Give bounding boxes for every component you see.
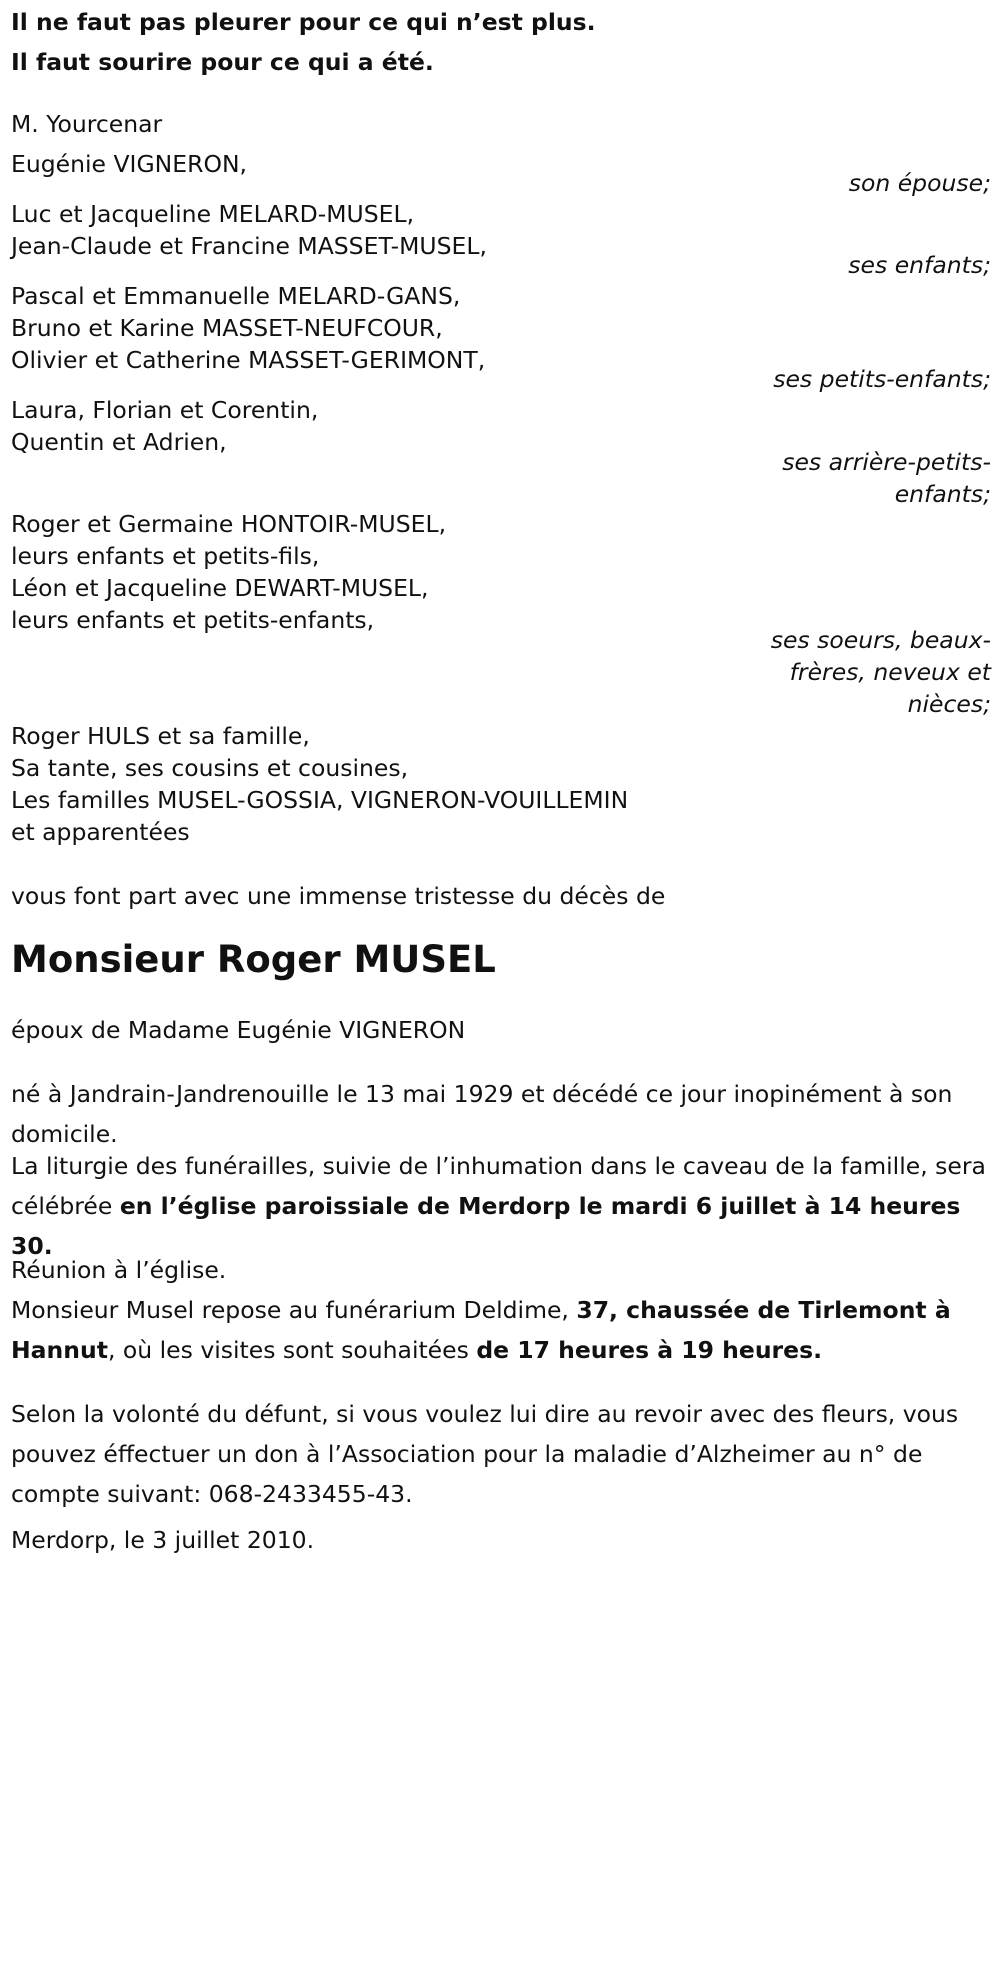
sibling-4: leurs enfants et petits-enfants,	[11, 606, 375, 634]
sibling-3: Léon et Jacqueline DEWART-MUSEL,	[11, 574, 429, 602]
grandchild-2: Bruno et Karine MASSET-NEUFCOUR,	[11, 314, 443, 342]
liturgy-paragraph	[11, 1146, 991, 1266]
visitation-hours: de 17 heures à 19 heures.	[476, 1336, 822, 1364]
great-grandchildren-role-line-1: ses arrière-petits-	[782, 448, 991, 476]
other-relative-3: Les familles MUSEL-GOSSIA, VIGNERON-VOUILLEMIN	[11, 786, 629, 814]
great-grandchildren-role-line-2: enfants;	[894, 480, 991, 508]
siblings-role-line-3: nièces;	[907, 690, 991, 718]
grandchildren-role: ses petits-enfants;	[773, 365, 991, 393]
sibling-2: leurs enfants et petits-fils,	[11, 542, 320, 570]
reunion-text: Réunion à l’église.	[11, 1256, 227, 1284]
other-relative-4: et apparentées	[11, 818, 190, 846]
visitation-paragraph	[11, 1290, 991, 1370]
place-date: Merdorp, le 3 juillet 2010.	[11, 1526, 315, 1554]
child-2: Jean-Claude et Francine MASSET-MUSEL,	[11, 232, 487, 260]
visitation-text-2: , où les visites sont souhaitées	[107, 1336, 477, 1364]
great-grandchild-2: Quentin et Adrien,	[11, 428, 227, 456]
quote-line-1: Il ne faut pas pleurer pour ce qui n’est plus.	[11, 8, 596, 36]
quote-author: M. Yourcenar	[11, 110, 163, 138]
siblings-role-line-1: ses soeurs, beaux-	[770, 626, 991, 654]
grandchild-3: Olivier et Catherine MASSET-GERIMONT,	[11, 346, 486, 374]
child-1: Luc et Jacqueline MELARD-MUSEL,	[11, 200, 415, 228]
children-role: ses enfants;	[848, 251, 991, 279]
siblings-role-line-2: frères, neveux et	[789, 658, 991, 686]
deceased-name: Monsieur Roger MUSEL	[11, 938, 496, 981]
grandchild-1: Pascal et Emmanuelle MELARD-GANS,	[11, 282, 461, 310]
visitation-text-1: Monsieur Musel repose au funérarium Deldime,	[11, 1296, 577, 1324]
quote-line-2: Il faut sourire pour ce qui a été.	[11, 48, 434, 76]
liturgy-text: La liturgie des funérailles, suivie de l’inhumation dans le caveau de la famille, sera célébrée	[11, 1152, 986, 1220]
liturgy-details: en l’église paroissiale de Merdorp le mardi 6 juillet à 14 heures 30.	[11, 1192, 961, 1260]
donation-paragraph: Selon la volonté du défunt, si vous voulez lui dire au revoir avec des fleurs, vous pouvez éffectuer un don à l’Association pour la maladie d’Alzheimer au n° de compte suivant: 068-2433455-43.	[11, 1400, 959, 1508]
visitation-address: 37, chaussée de Tirlemont à Hannut	[11, 1296, 951, 1364]
great-grandchild-1: Laura, Florian et Corentin,	[11, 396, 319, 424]
spouse-name: Eugénie VIGNERON,	[11, 150, 247, 178]
other-relative-2: Sa tante, ses cousins et cousines,	[11, 754, 409, 782]
spouse-of-text: époux de Madame Eugénie VIGNERON	[11, 1016, 466, 1044]
other-relative-1: Roger HULS et sa famille,	[11, 722, 310, 750]
sibling-1: Roger et Germaine HONTOIR-MUSEL,	[11, 510, 447, 538]
spouse-role: son épouse;	[848, 169, 991, 197]
announcement-text: vous font part avec une immense tristesse du décès de	[11, 882, 666, 910]
birth-death-paragraph: né à Jandrain-Jandrenouille le 13 mai 1929 et décédé ce jour inopinément à son domicile.	[11, 1080, 953, 1148]
